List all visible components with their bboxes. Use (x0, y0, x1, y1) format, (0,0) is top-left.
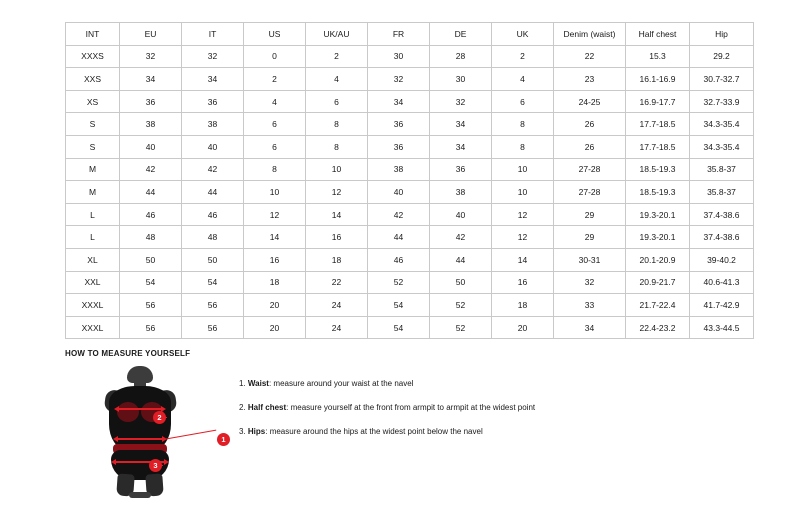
cell-eu: 34 (120, 68, 182, 91)
size-chart-head (66, 23, 754, 46)
cell-eu: 32 (120, 45, 182, 68)
how-to-measure-body (65, 366, 733, 501)
cell-de: 40 (430, 203, 492, 226)
measure-marker-1: 1 (217, 433, 230, 446)
how-to-measure-title: HOW TO MEASURE YOURSELF (65, 349, 191, 358)
measure-instruction-1-term: Waist (247, 379, 269, 388)
cell-denim: 24-25 (554, 90, 626, 113)
cell-de: 50 (430, 271, 492, 294)
cell-fr: 52 (368, 271, 430, 294)
cell-hip: 35.8-37 (690, 158, 754, 181)
cell-us: 18 (244, 271, 306, 294)
cell-int: XXL (66, 271, 120, 294)
cell-denim: 30-31 (554, 248, 626, 271)
measure-instruction-2-number: 2. (239, 403, 246, 412)
size-chart-body (66, 45, 754, 339)
cell-half-chest: 17.7-18.5 (626, 113, 690, 136)
cell-uk: 10 (492, 158, 554, 181)
cell-denim: 27-28 (554, 181, 626, 204)
cell-uk-au: 18 (306, 248, 368, 271)
column-header-fr: FR (368, 23, 430, 46)
size-chart-container (65, 22, 740, 339)
half-chest-measure-arrow-icon (118, 408, 162, 410)
table-row (66, 90, 754, 113)
table-row (66, 68, 754, 91)
cell-us: 20 (244, 294, 306, 317)
table-row (66, 316, 754, 339)
cell-uk-au: 14 (306, 203, 368, 226)
cell-fr: 46 (368, 248, 430, 271)
cell-uk-au: 6 (306, 90, 368, 113)
cell-hip: 37.4-38.6 (690, 203, 754, 226)
cell-de: 28 (430, 45, 492, 68)
table-row (66, 135, 754, 158)
measure-instruction-waist (239, 378, 535, 389)
cell-hip: 41.7-42.9 (690, 294, 754, 317)
cell-it: 42 (182, 158, 244, 181)
cell-us: 8 (244, 158, 306, 181)
table-header-row (66, 23, 754, 46)
table-row (66, 45, 754, 68)
measure-instruction-1-text: : measure around your waist at the navel (268, 379, 414, 388)
cell-denim: 26 (554, 113, 626, 136)
cell-denim: 34 (554, 316, 626, 339)
cell-it: 32 (182, 45, 244, 68)
cell-de: 36 (430, 158, 492, 181)
cell-half-chest: 22.4-23.2 (626, 316, 690, 339)
cell-half-chest: 19.3-20.1 (626, 203, 690, 226)
cell-int: L (66, 203, 120, 226)
column-header-it: IT (182, 23, 244, 46)
cell-denim: 29 (554, 203, 626, 226)
measure-instruction-2-text: : measure yourself at the front from armpit to armpit at the widest point (286, 403, 536, 412)
cell-eu: 48 (120, 226, 182, 249)
cell-int: M (66, 181, 120, 204)
cell-uk: 8 (492, 135, 554, 158)
cell-denim: 22 (554, 45, 626, 68)
cell-denim: 23 (554, 68, 626, 91)
cell-uk: 12 (492, 203, 554, 226)
cell-de: 42 (430, 226, 492, 249)
cell-denim: 26 (554, 135, 626, 158)
column-header-half-chest: Half chest (626, 23, 690, 46)
cell-uk: 8 (492, 113, 554, 136)
measure-marker-2: 2 (153, 411, 166, 424)
column-header-hip: Hip (690, 23, 754, 46)
cell-fr: 32 (368, 68, 430, 91)
cell-int: XS (66, 90, 120, 113)
table-row (66, 158, 754, 181)
cell-fr: 44 (368, 226, 430, 249)
cell-hip: 34.3-35.4 (690, 135, 754, 158)
cell-uk: 12 (492, 226, 554, 249)
cell-eu: 56 (120, 316, 182, 339)
cell-de: 52 (430, 316, 492, 339)
cell-hip: 37.4-38.6 (690, 226, 754, 249)
cell-fr: 36 (368, 135, 430, 158)
cell-hip: 40.6-41.3 (690, 271, 754, 294)
cell-half-chest: 18.5-19.3 (626, 181, 690, 204)
table-row (66, 203, 754, 226)
size-chart-table (65, 22, 754, 339)
cell-int: XXXL (66, 294, 120, 317)
cell-uk: 18 (492, 294, 554, 317)
cell-half-chest: 21.7-22.4 (626, 294, 690, 317)
measure-instruction-3-number: 3. (239, 427, 246, 436)
cell-de: 44 (430, 248, 492, 271)
cell-uk-au: 24 (306, 316, 368, 339)
cell-eu: 50 (120, 248, 182, 271)
cell-uk-au: 8 (306, 135, 368, 158)
cell-uk: 10 (492, 181, 554, 204)
cell-hip: 39-40.2 (690, 248, 754, 271)
cell-half-chest: 15.3 (626, 45, 690, 68)
table-row (66, 248, 754, 271)
cell-half-chest: 16.9-17.7 (626, 90, 690, 113)
waist-measure-arrow-icon (117, 438, 163, 440)
cell-uk-au: 8 (306, 113, 368, 136)
cell-eu: 36 (120, 90, 182, 113)
table-row (66, 113, 754, 136)
measure-instruction-half-chest (239, 402, 535, 413)
cell-eu: 40 (120, 135, 182, 158)
cell-denim: 29 (554, 226, 626, 249)
cell-it: 46 (182, 203, 244, 226)
cell-uk: 16 (492, 271, 554, 294)
cell-uk-au: 16 (306, 226, 368, 249)
marker-1-leader-line (163, 430, 216, 440)
table-row (66, 294, 754, 317)
cell-half-chest: 18.5-19.3 (626, 158, 690, 181)
cell-int: XXS (66, 68, 120, 91)
cell-uk: 14 (492, 248, 554, 271)
cell-it: 38 (182, 113, 244, 136)
cell-us: 20 (244, 316, 306, 339)
cell-denim: 27-28 (554, 158, 626, 181)
cell-hip: 43.3-44.5 (690, 316, 754, 339)
cell-us: 12 (244, 203, 306, 226)
cell-uk-au: 4 (306, 68, 368, 91)
cell-uk: 20 (492, 316, 554, 339)
column-header-de: DE (430, 23, 492, 46)
cell-uk: 6 (492, 90, 554, 113)
column-header-int: INT (66, 23, 120, 46)
cell-uk-au: 10 (306, 158, 368, 181)
cell-de: 30 (430, 68, 492, 91)
cell-fr: 40 (368, 181, 430, 204)
mannequin-illustration (65, 366, 225, 501)
cell-int: XXXS (66, 45, 120, 68)
cell-int: L (66, 226, 120, 249)
cell-it: 50 (182, 248, 244, 271)
cell-half-chest: 20.9-21.7 (626, 271, 690, 294)
cell-de: 34 (430, 113, 492, 136)
measure-instruction-2-term: Half chest (247, 403, 287, 412)
cell-uk: 4 (492, 68, 554, 91)
cell-de: 32 (430, 90, 492, 113)
cell-it: 56 (182, 294, 244, 317)
cell-fr: 42 (368, 203, 430, 226)
cell-uk-au: 24 (306, 294, 368, 317)
cell-hip: 34.3-35.4 (690, 113, 754, 136)
cell-fr: 30 (368, 45, 430, 68)
cell-half-chest: 19.3-20.1 (626, 226, 690, 249)
cell-int: S (66, 135, 120, 158)
how-to-measure-section (65, 349, 733, 501)
cell-it: 48 (182, 226, 244, 249)
cell-us: 2 (244, 68, 306, 91)
cell-us: 0 (244, 45, 306, 68)
cell-denim: 32 (554, 271, 626, 294)
column-header-uk: UK (492, 23, 554, 46)
measure-instruction-3-term: Hips (247, 427, 266, 436)
measure-marker-3: 3 (149, 459, 162, 472)
cell-eu: 54 (120, 271, 182, 294)
column-header-denim-waist: Denim (waist) (554, 23, 626, 46)
column-header-us: US (244, 23, 306, 46)
cell-eu: 46 (120, 203, 182, 226)
cell-it: 34 (182, 68, 244, 91)
cell-us: 4 (244, 90, 306, 113)
cell-hip: 32.7-33.9 (690, 90, 754, 113)
measure-instruction-3-text: : measure around the hips at the widest point below the navel (265, 427, 483, 436)
cell-half-chest: 17.7-18.5 (626, 135, 690, 158)
measure-instruction-1-number: 1. (239, 379, 246, 388)
cell-de: 52 (430, 294, 492, 317)
cell-de: 34 (430, 135, 492, 158)
cell-it: 36 (182, 90, 244, 113)
column-header-eu: EU (120, 23, 182, 46)
cell-us: 6 (244, 113, 306, 136)
cell-fr: 54 (368, 316, 430, 339)
cell-us: 14 (244, 226, 306, 249)
cell-eu: 44 (120, 181, 182, 204)
cell-fr: 34 (368, 90, 430, 113)
table-row (66, 181, 754, 204)
measure-instructions-list (239, 366, 535, 450)
mannequin-bust-left-icon (117, 402, 139, 422)
cell-eu: 56 (120, 294, 182, 317)
cell-de: 38 (430, 181, 492, 204)
cell-half-chest: 16.1-16.9 (626, 68, 690, 91)
table-row (66, 271, 754, 294)
cell-hip: 35.8-37 (690, 181, 754, 204)
measure-instruction-hips (239, 426, 535, 437)
cell-fr: 36 (368, 113, 430, 136)
table-row (66, 226, 754, 249)
mannequin-stand-icon (129, 492, 151, 498)
cell-int: XXXL (66, 316, 120, 339)
cell-uk-au: 22 (306, 271, 368, 294)
cell-us: 10 (244, 181, 306, 204)
cell-it: 56 (182, 316, 244, 339)
cell-uk: 2 (492, 45, 554, 68)
cell-eu: 38 (120, 113, 182, 136)
cell-eu: 42 (120, 158, 182, 181)
cell-half-chest: 20.1-20.9 (626, 248, 690, 271)
cell-fr: 54 (368, 294, 430, 317)
cell-int: XL (66, 248, 120, 271)
cell-int: S (66, 113, 120, 136)
cell-hip: 30.7-32.7 (690, 68, 754, 91)
column-header-uk-au: UK/AU (306, 23, 368, 46)
cell-fr: 38 (368, 158, 430, 181)
cell-uk-au: 2 (306, 45, 368, 68)
cell-it: 54 (182, 271, 244, 294)
cell-hip: 29.2 (690, 45, 754, 68)
cell-it: 40 (182, 135, 244, 158)
cell-it: 44 (182, 181, 244, 204)
cell-us: 16 (244, 248, 306, 271)
cell-denim: 33 (554, 294, 626, 317)
cell-us: 6 (244, 135, 306, 158)
cell-uk-au: 12 (306, 181, 368, 204)
cell-int: M (66, 158, 120, 181)
